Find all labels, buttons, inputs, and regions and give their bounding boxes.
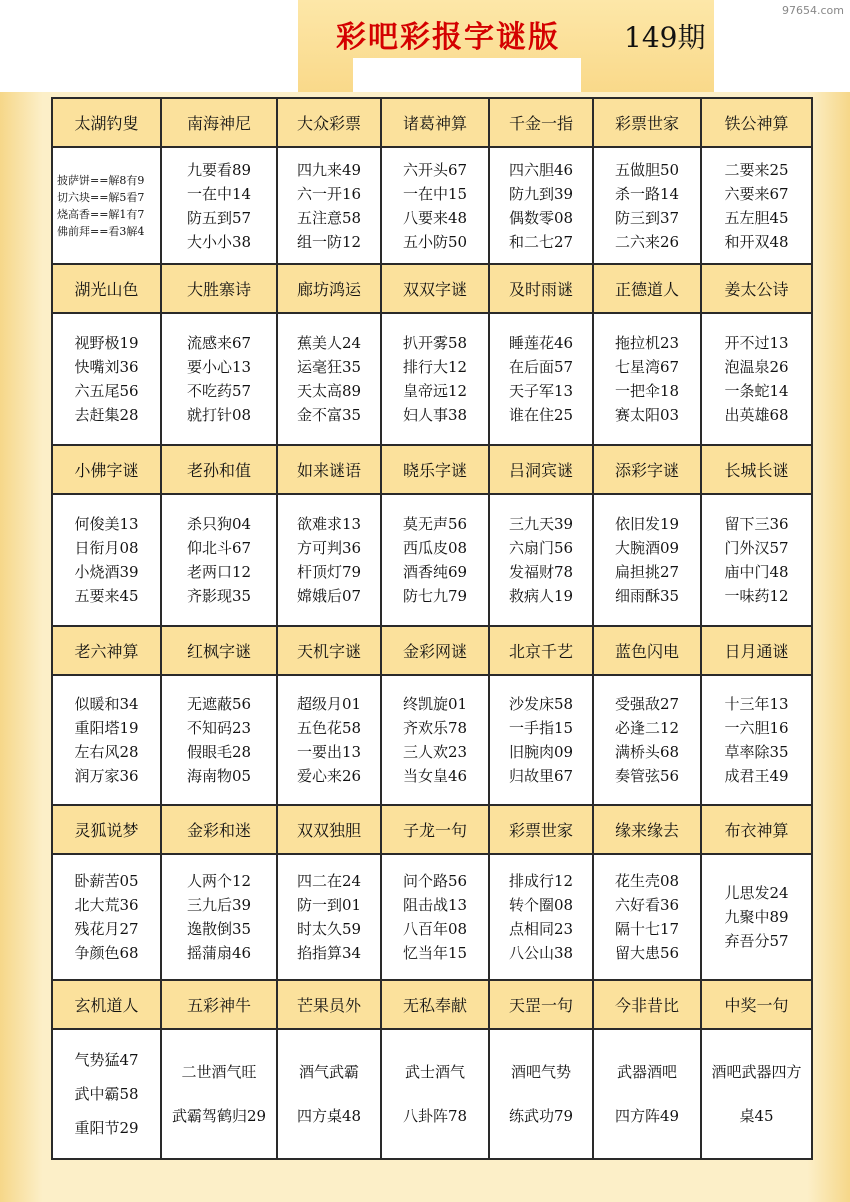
riddle-line: 大小小38 bbox=[186, 232, 252, 251]
column-name: 湖光山色 bbox=[52, 264, 161, 313]
riddle-line: 杀一路14 bbox=[614, 184, 680, 203]
riddle-line: 北大荒36 bbox=[74, 896, 139, 914]
title-banner-inset bbox=[353, 58, 581, 92]
column-name: 缘来缘去 bbox=[593, 805, 701, 854]
watermark: 97654.com bbox=[782, 4, 844, 17]
content-cell bbox=[381, 854, 489, 980]
content-cell bbox=[161, 1029, 277, 1159]
riddle-line: 皇帝远12 bbox=[402, 382, 468, 400]
riddle-line: 留下三36 bbox=[724, 515, 789, 533]
content-cell bbox=[701, 1029, 812, 1159]
riddle-line: 排成行12 bbox=[508, 872, 574, 890]
content-cell bbox=[593, 147, 701, 264]
content-cell bbox=[701, 147, 812, 264]
riddle-line: 一要出13 bbox=[296, 743, 362, 761]
content-cell bbox=[277, 494, 381, 626]
column-name: 天罡一句 bbox=[489, 980, 593, 1029]
column-name: 正德道人 bbox=[593, 264, 701, 313]
column-name: 南海神尼 bbox=[161, 98, 277, 147]
riddle-line: 何俊美13 bbox=[74, 515, 139, 533]
content-cell bbox=[701, 675, 812, 805]
riddle-line: 出英雄68 bbox=[724, 406, 789, 424]
riddle-line: 蕉美人24 bbox=[296, 334, 362, 352]
content-cell bbox=[277, 1029, 381, 1159]
content-cell bbox=[489, 313, 593, 445]
column-name: 老孙和值 bbox=[161, 445, 277, 494]
riddle-line: 必逢二12 bbox=[614, 719, 680, 737]
riddle-line: 逸散倒35 bbox=[186, 920, 252, 938]
riddle-line: 时太久59 bbox=[296, 920, 362, 938]
riddle-line: 气势猛47 bbox=[74, 1051, 139, 1069]
content-cell bbox=[381, 1029, 489, 1159]
content-cell bbox=[161, 494, 277, 626]
riddle-line: 点相同23 bbox=[508, 920, 574, 938]
riddle-line: 九要看89 bbox=[186, 160, 252, 179]
content-cell bbox=[52, 313, 161, 445]
riddle-line: 五色花58 bbox=[296, 719, 362, 737]
column-name: 大胜寨诗 bbox=[161, 264, 277, 313]
content-cell bbox=[52, 1029, 161, 1159]
riddle-line: 扒开雾58 bbox=[402, 334, 468, 352]
page-title: 彩吧彩报字谜版 bbox=[336, 20, 560, 55]
header-row bbox=[52, 445, 812, 494]
header-row bbox=[52, 264, 812, 313]
riddle-line: 小烧酒39 bbox=[74, 563, 139, 581]
content-cell bbox=[593, 494, 701, 626]
column-name: 双双字谜 bbox=[381, 264, 489, 313]
riddle-line: 四方桌48 bbox=[296, 1107, 362, 1125]
riddle-line: 武士酒气 bbox=[404, 1063, 465, 1081]
column-name: 大众彩票 bbox=[277, 98, 381, 147]
riddle-line: 争颜色68 bbox=[74, 944, 139, 962]
riddle-line: 谁在住25 bbox=[508, 406, 574, 424]
column-name: 日月通谜 bbox=[701, 626, 812, 675]
riddle-line: 开不过13 bbox=[724, 334, 789, 352]
column-name: 无私奉献 bbox=[381, 980, 489, 1029]
content-cell bbox=[381, 675, 489, 805]
riddle-line: 左右风28 bbox=[74, 743, 139, 761]
riddle-line: 日衔月08 bbox=[74, 539, 139, 557]
riddle-line: 终凯旋01 bbox=[402, 695, 468, 713]
riddle-line: 六开头67 bbox=[402, 160, 468, 179]
riddle-line: 方可判36 bbox=[296, 539, 362, 557]
riddle-line: 当女皇46 bbox=[402, 767, 468, 785]
riddle-line: 杀只狗04 bbox=[186, 515, 252, 533]
content-cell bbox=[701, 313, 812, 445]
content-cell bbox=[52, 854, 161, 980]
content-cell bbox=[277, 147, 381, 264]
content-cell bbox=[52, 494, 161, 626]
column-name: 晓乐字谜 bbox=[381, 445, 489, 494]
header-row bbox=[52, 980, 812, 1029]
riddle-line: 酒吧武器四方 bbox=[711, 1063, 802, 1081]
content-cell bbox=[701, 494, 812, 626]
riddle-line: 五左胆45 bbox=[724, 208, 789, 227]
riddle-line: 四方阵49 bbox=[614, 1107, 680, 1125]
content-row bbox=[52, 675, 812, 805]
riddle-line: 防五到57 bbox=[186, 208, 252, 227]
riddle-line: 赛太阳03 bbox=[614, 406, 680, 424]
riddle-line: 泡温泉26 bbox=[724, 358, 789, 376]
riddle-line: 防七九79 bbox=[402, 587, 468, 605]
riddle-line: 一条蛇14 bbox=[724, 382, 789, 400]
riddle-line: 二要来25 bbox=[724, 160, 789, 179]
riddle-line: 老两口12 bbox=[186, 563, 252, 581]
column-name: 老六神算 bbox=[52, 626, 161, 675]
riddle-line: 酒吧气势 bbox=[510, 1063, 571, 1081]
riddle-line: 三人欢23 bbox=[402, 743, 468, 761]
column-name: 双双独胆 bbox=[277, 805, 381, 854]
riddle-line: 润万家36 bbox=[74, 767, 139, 785]
riddle-line: 爱心来26 bbox=[296, 767, 362, 785]
content-cell bbox=[381, 313, 489, 445]
riddle-line: 金不富35 bbox=[296, 406, 362, 424]
riddle-line: 八要来48 bbox=[402, 208, 468, 227]
column-name: 彩票世家 bbox=[593, 98, 701, 147]
content-row bbox=[52, 854, 812, 980]
riddle-line: 去赶集28 bbox=[74, 406, 139, 424]
content-cell bbox=[161, 854, 277, 980]
header-row bbox=[52, 626, 812, 675]
column-name: 彩票世家 bbox=[489, 805, 593, 854]
riddle-line: 受强敌27 bbox=[614, 695, 680, 713]
content-cell bbox=[161, 313, 277, 445]
riddle-line: 练武功79 bbox=[508, 1107, 574, 1125]
riddle-line: 超级月01 bbox=[296, 695, 362, 713]
riddle-line: 妇人事38 bbox=[402, 406, 468, 424]
issue-number: 149期 bbox=[624, 21, 706, 54]
riddle-line: 防九到39 bbox=[508, 184, 574, 203]
column-name: 红枫字谜 bbox=[161, 626, 277, 675]
riddle-line: 六扇门56 bbox=[508, 539, 574, 557]
column-name: 添彩字谜 bbox=[593, 445, 701, 494]
column-name: 小佛字谜 bbox=[52, 445, 161, 494]
content-cell bbox=[161, 147, 277, 264]
riddle-line: 阻击战13 bbox=[402, 896, 468, 914]
riddle-line: 六五尾56 bbox=[74, 382, 139, 400]
content-cell bbox=[381, 494, 489, 626]
column-name: 中奖一句 bbox=[701, 980, 812, 1029]
riddle-line: 六要来67 bbox=[724, 184, 789, 203]
riddle-line: 视野极19 bbox=[74, 334, 139, 352]
riddle-line: 四九来49 bbox=[296, 160, 362, 179]
riddle-line: 一在中15 bbox=[402, 184, 468, 203]
riddle-line: 快嘴刘36 bbox=[74, 358, 139, 376]
riddle-line: 花生壳08 bbox=[614, 872, 680, 890]
riddle-line: 防三到37 bbox=[614, 208, 680, 227]
riddle-line: 仰北斗67 bbox=[186, 539, 252, 557]
riddle-line: 八百年08 bbox=[402, 920, 468, 938]
riddle-line: 转个圈08 bbox=[508, 896, 574, 914]
content-cell bbox=[489, 854, 593, 980]
column-name: 北京千艺 bbox=[489, 626, 593, 675]
content-row bbox=[52, 1029, 812, 1159]
column-name: 金彩网谜 bbox=[381, 626, 489, 675]
riddle-line: 五注意58 bbox=[296, 208, 362, 227]
riddle-line: 一手指15 bbox=[508, 719, 574, 737]
column-name: 玄机道人 bbox=[52, 980, 161, 1029]
column-name: 姜太公诗 bbox=[701, 264, 812, 313]
riddle-line: 一把伞18 bbox=[614, 382, 680, 400]
riddle-line: 扁担挑27 bbox=[614, 563, 680, 581]
content-row bbox=[52, 494, 812, 626]
riddle-line: 旧腕肉09 bbox=[508, 743, 574, 761]
riddle-line: 庙中门48 bbox=[724, 563, 789, 581]
column-name: 太湖钓叟 bbox=[52, 98, 161, 147]
riddle-line: 切六块==解5看7 bbox=[57, 190, 145, 204]
riddle-line: 八卦阵78 bbox=[402, 1107, 468, 1125]
riddle-line: 依旧发19 bbox=[614, 515, 680, 533]
riddle-line: 五要来45 bbox=[74, 587, 139, 605]
column-name: 如来谜语 bbox=[277, 445, 381, 494]
riddle-line: 留大患56 bbox=[614, 944, 680, 962]
header-row bbox=[52, 805, 812, 854]
riddle-line: 无遮蔽56 bbox=[186, 695, 252, 713]
riddle-line: 六好看36 bbox=[614, 896, 680, 914]
content-cell bbox=[52, 675, 161, 805]
riddle-line: 卧薪苦05 bbox=[74, 872, 139, 890]
riddle-line: 武中霸58 bbox=[74, 1085, 139, 1103]
riddle-line: 武器酒吧 bbox=[616, 1063, 677, 1081]
riddle-line: 弃吾分57 bbox=[724, 932, 789, 950]
riddle-table bbox=[51, 97, 813, 1160]
riddle-line: 披萨饼==解8有9 bbox=[57, 173, 145, 187]
content-cell bbox=[701, 854, 812, 980]
riddle-line: 细雨酥35 bbox=[614, 587, 680, 605]
column-name: 蓝色闪电 bbox=[593, 626, 701, 675]
content-cell bbox=[593, 313, 701, 445]
riddle-line: 八公山38 bbox=[508, 944, 574, 962]
riddle-line: 莫无声56 bbox=[402, 515, 468, 533]
riddle-line: 天子军13 bbox=[508, 382, 574, 400]
riddle-line: 六一开16 bbox=[296, 184, 362, 203]
content-cell bbox=[593, 1029, 701, 1159]
riddle-line: 运毫狂35 bbox=[296, 358, 362, 376]
riddle-line: 流感来67 bbox=[186, 334, 252, 352]
content-cell bbox=[161, 675, 277, 805]
content-cell bbox=[489, 1029, 593, 1159]
column-name: 芒果员外 bbox=[277, 980, 381, 1029]
riddle-line: 就打针08 bbox=[186, 406, 252, 424]
riddle-line: 武霸驾鹤归29 bbox=[171, 1107, 267, 1125]
riddle-line: 门外汉57 bbox=[724, 539, 789, 557]
riddle-line: 偶数零08 bbox=[508, 208, 574, 227]
content-cell bbox=[489, 494, 593, 626]
riddle-line: 组一防12 bbox=[296, 232, 362, 251]
riddle-line: 排行大12 bbox=[402, 358, 468, 376]
riddle-line: 归故里67 bbox=[508, 767, 574, 785]
riddle-line: 九聚中89 bbox=[724, 908, 789, 926]
riddle-line: 重阳节29 bbox=[74, 1119, 139, 1137]
riddle-line: 一味药12 bbox=[724, 587, 789, 605]
column-name: 吕洞宾谜 bbox=[489, 445, 593, 494]
content-cell bbox=[277, 854, 381, 980]
riddle-line: 齐影现35 bbox=[186, 587, 252, 605]
content-cell bbox=[489, 147, 593, 264]
riddle-line: 五小防50 bbox=[402, 232, 468, 251]
riddle-line: 烧高香==解1有7 bbox=[57, 207, 145, 221]
riddle-line: 欲难求13 bbox=[296, 515, 362, 533]
column-name: 天机字谜 bbox=[277, 626, 381, 675]
riddle-line: 十三年13 bbox=[724, 695, 789, 713]
riddle-line: 防一到01 bbox=[296, 896, 362, 914]
content-row bbox=[52, 147, 812, 264]
content-row bbox=[52, 313, 812, 445]
riddle-line: 在后面57 bbox=[508, 358, 574, 376]
riddle-line: 七星湾67 bbox=[614, 358, 680, 376]
riddle-line: 齐欢乐78 bbox=[402, 719, 468, 737]
column-name: 子龙一句 bbox=[381, 805, 489, 854]
riddle-line: 杆顶灯79 bbox=[296, 563, 362, 581]
riddle-line: 奏管弦56 bbox=[614, 767, 680, 785]
content-cell bbox=[381, 147, 489, 264]
column-name: 灵狐说梦 bbox=[52, 805, 161, 854]
content-cell bbox=[277, 675, 381, 805]
riddle-line: 佛前拜==看3解4 bbox=[57, 224, 145, 238]
column-name: 廊坊鸿运 bbox=[277, 264, 381, 313]
header-row bbox=[52, 98, 812, 147]
riddle-line: 睡莲花46 bbox=[508, 334, 574, 352]
column-name: 诸葛神算 bbox=[381, 98, 489, 147]
riddle-line: 问个路56 bbox=[402, 872, 468, 890]
column-name: 长城长谜 bbox=[701, 445, 812, 494]
riddle-line: 酒香纯69 bbox=[402, 563, 468, 581]
riddle-line: 残花月27 bbox=[74, 920, 139, 938]
riddle-line: 嫦娥后07 bbox=[296, 587, 362, 605]
riddle-line: 隔十七17 bbox=[614, 920, 680, 938]
column-name: 布衣神算 bbox=[701, 805, 812, 854]
column-name: 今非昔比 bbox=[593, 980, 701, 1029]
riddle-line: 不知码23 bbox=[186, 719, 252, 737]
content-cell bbox=[52, 147, 161, 264]
riddle-line: 沙发床58 bbox=[508, 695, 574, 713]
riddle-line: 发福财78 bbox=[508, 563, 574, 581]
riddle-line: 海南物05 bbox=[186, 767, 252, 785]
riddle-line: 要小心13 bbox=[186, 358, 252, 376]
riddle-line: 天太高89 bbox=[296, 382, 362, 400]
content-cell bbox=[593, 854, 701, 980]
column-name: 千金一指 bbox=[489, 98, 593, 147]
riddle-line: 救病人19 bbox=[508, 587, 574, 605]
column-name: 金彩和迷 bbox=[161, 805, 277, 854]
column-name: 及时雨谜 bbox=[489, 264, 593, 313]
riddle-line: 酒气武霸 bbox=[298, 1063, 359, 1081]
column-name: 五彩神牛 bbox=[161, 980, 277, 1029]
riddle-line: 满桥头68 bbox=[614, 743, 680, 761]
riddle-line: 忆当年15 bbox=[402, 944, 468, 962]
riddle-line: 人两个12 bbox=[186, 872, 252, 890]
riddle-line: 桌45 bbox=[739, 1107, 774, 1125]
riddle-line: 大腕酒09 bbox=[614, 539, 680, 557]
column-name: 铁公神算 bbox=[701, 98, 812, 147]
riddle-line: 三九天39 bbox=[508, 515, 574, 533]
content-cell bbox=[489, 675, 593, 805]
riddle-line: 摇蒲扇46 bbox=[186, 944, 252, 962]
riddle-line: 儿思发24 bbox=[724, 884, 789, 902]
riddle-line: 假眼毛28 bbox=[186, 743, 252, 761]
riddle-line: 四二在24 bbox=[296, 872, 362, 890]
riddle-line: 一在中14 bbox=[186, 184, 252, 203]
riddle-line: 五做胆50 bbox=[614, 160, 680, 179]
riddle-line: 不吃药57 bbox=[186, 382, 252, 400]
content-cell bbox=[277, 313, 381, 445]
riddle-line: 拖拉机23 bbox=[614, 334, 680, 352]
riddle-line: 一六胆16 bbox=[724, 719, 789, 737]
riddle-line: 掐指算34 bbox=[296, 944, 362, 962]
riddle-line: 和开双48 bbox=[724, 232, 789, 251]
content-cell bbox=[593, 675, 701, 805]
riddle-line: 草率除35 bbox=[724, 743, 789, 761]
riddle-line: 似暖和34 bbox=[74, 695, 139, 713]
riddle-line: 三九后39 bbox=[186, 896, 252, 914]
riddle-line: 四六胆46 bbox=[508, 160, 574, 179]
riddle-line: 成君王49 bbox=[724, 767, 789, 785]
riddle-line: 重阳塔19 bbox=[74, 719, 139, 737]
riddle-line: 和二七27 bbox=[508, 232, 574, 251]
riddle-line: 西瓜皮08 bbox=[402, 539, 468, 557]
riddle-line: 二世酒气旺 bbox=[181, 1063, 257, 1081]
riddle-line: 二六来26 bbox=[614, 232, 680, 251]
